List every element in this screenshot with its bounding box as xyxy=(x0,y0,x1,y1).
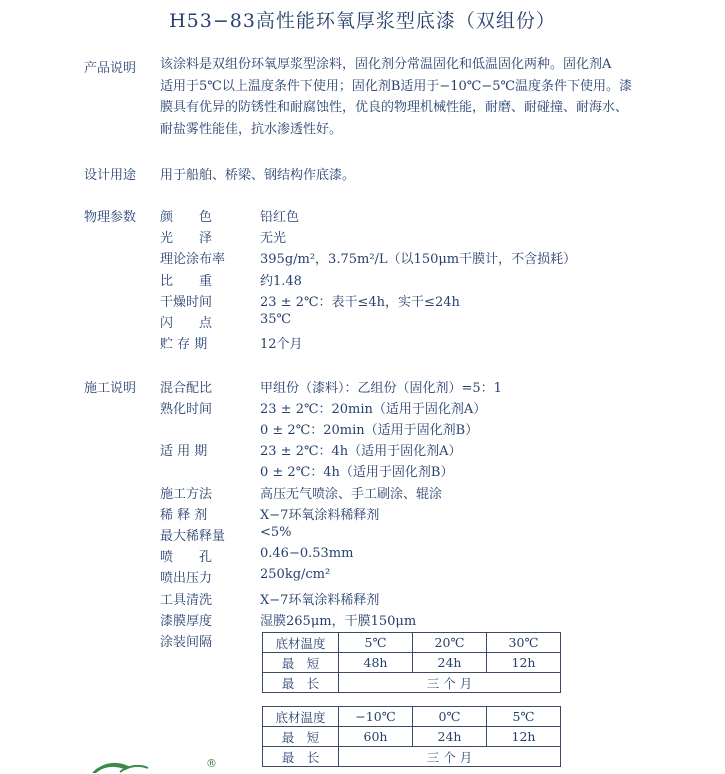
table-row xyxy=(263,707,561,727)
app-value: 0 ± 2℃：4h（适用于固化剂B） xyxy=(260,465,454,480)
table-cell: 最 长 xyxy=(263,747,339,767)
table-cell: 三 个 月 xyxy=(339,747,561,767)
app-key: 混合配比 xyxy=(160,381,213,396)
section-label-application: 施工说明 xyxy=(84,381,137,396)
registered-mark: ® xyxy=(206,757,217,770)
app-value: X−7环氧涂料稀释剂 xyxy=(260,593,380,608)
intro-line: 耐盐雾性能佳，抗水渗透性好。 xyxy=(160,121,343,137)
table-cell: 60h xyxy=(339,727,413,747)
app-value: X−7环氧涂料稀释剂 xyxy=(260,508,380,523)
param-key: 颜 色 xyxy=(160,210,213,225)
app-key: 适 用 期 xyxy=(160,444,208,459)
intro-line: 膜具有优异的防锈性和耐腐蚀性，优良的物理机械性能，耐磨、耐碰撞、耐海水、 xyxy=(160,100,629,115)
param-value: 12个月 xyxy=(260,337,303,352)
table-row xyxy=(263,653,561,673)
app-value: 250kg/cm² xyxy=(260,567,331,582)
table-cell: −10℃ xyxy=(339,707,413,727)
section-label-physical: 物理参数 xyxy=(84,210,137,225)
intro-line: 该涂料是双组份环氧厚浆型涂料，固化剂分常温固化和低温固化两种。固化剂A xyxy=(160,57,612,72)
table-cell: 12h xyxy=(487,653,561,673)
table-cell: 最 长 xyxy=(263,673,339,693)
app-value: 0 ± 2℃：20min（适用于固化剂B） xyxy=(260,423,479,438)
section-label-intro: 产品说明 xyxy=(84,61,137,76)
app-key: 施工方法 xyxy=(160,487,213,502)
app-key: 稀 释 剂 xyxy=(160,508,208,523)
table-cell: 0℃ xyxy=(413,707,487,727)
app-key: 喷 孔 xyxy=(160,550,213,565)
param-value: 铅红色 xyxy=(260,210,300,225)
table-row xyxy=(263,747,561,767)
param-key: 理论涂布率 xyxy=(160,252,226,267)
param-value: 23 ± 2℃：表干≤4h，实干≤24h xyxy=(260,295,460,310)
param-key: 干燥时间 xyxy=(160,295,213,310)
param-value: 约1.48 xyxy=(260,274,302,289)
table-cell: 24h xyxy=(413,727,487,747)
app-key: 喷出压力 xyxy=(160,571,213,586)
intro-line: 适用于5℃以上温度条件下使用；固化剂B适用于−10℃−5℃温度条件下使用。漆 xyxy=(160,78,633,94)
app-value: 23 ± 2℃：4h（适用于固化剂A） xyxy=(260,444,462,459)
app-value: 高压无气喷涂、手工刷涂、辊涂 xyxy=(260,487,443,502)
company-logo xyxy=(90,758,150,774)
app-key: 漆膜厚度 xyxy=(160,614,213,629)
table-cell: 最 短 xyxy=(263,727,339,747)
app-value: 0.46−0.53mm xyxy=(260,546,354,561)
app-value: 湿膜265μm，干膜150μm xyxy=(260,614,417,629)
table-cell: 20℃ xyxy=(413,633,487,653)
app-key: 熟化时间 xyxy=(160,402,213,417)
usage-text: 用于船舶、桥梁、钢结构作底漆。 xyxy=(160,168,356,183)
interval-table-2 xyxy=(262,706,561,767)
param-value: 无光 xyxy=(260,231,287,246)
interval-table-1 xyxy=(262,632,561,693)
param-key: 比 重 xyxy=(160,274,213,289)
intro-paragraph xyxy=(160,54,660,140)
table-cell: 底材温度 xyxy=(263,633,339,653)
table-cell: 24h xyxy=(413,653,487,673)
table-cell: 5℃ xyxy=(339,633,413,653)
table-cell: 底材温度 xyxy=(263,707,339,727)
section-label-usage: 设计用途 xyxy=(84,168,137,183)
param-value: 35℃ xyxy=(260,312,292,327)
param-key: 贮 存 期 xyxy=(160,337,208,352)
param-key: 光 泽 xyxy=(160,231,213,246)
param-key: 闪 点 xyxy=(160,316,213,331)
app-key: 最大稀释量 xyxy=(160,529,226,544)
table-cell: 48h xyxy=(339,653,413,673)
app-key: 涂装间隔 xyxy=(160,635,213,650)
table-cell: 12h xyxy=(487,727,561,747)
table-row xyxy=(263,673,561,693)
table-cell: 5℃ xyxy=(487,707,561,727)
param-value: 395g/m²，3.75m²/L（以150μm干膜计，不含损耗） xyxy=(260,252,577,267)
app-value: 23 ± 2℃：20min（适用于固化剂A） xyxy=(260,402,487,417)
page-title: H53−83高性能环氧厚浆型底漆（双组份） xyxy=(169,10,556,32)
app-value: 甲组份（漆料）：乙组份（固化剂）=5：1 xyxy=(260,381,502,396)
app-key: 工具清洗 xyxy=(160,593,213,608)
app-value: <5% xyxy=(260,525,292,540)
table-row xyxy=(263,727,561,747)
table-cell: 三 个 月 xyxy=(339,673,561,693)
table-cell: 最 短 xyxy=(263,653,339,673)
table-row xyxy=(263,633,561,653)
table-cell: 30℃ xyxy=(487,633,561,653)
